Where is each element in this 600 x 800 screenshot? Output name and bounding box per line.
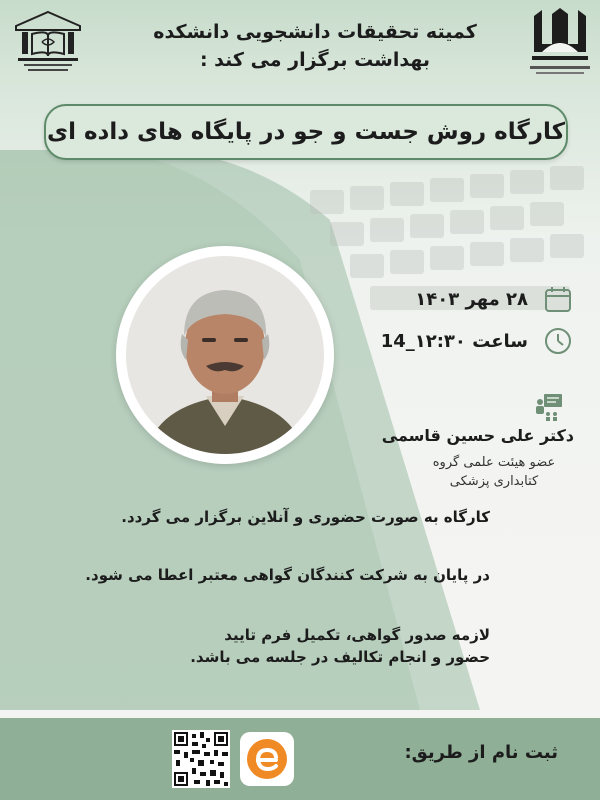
university-logo-left	[10, 6, 86, 76]
workshop-title: کارگاه روش جست و جو در پایگاه های داده ای	[46, 119, 566, 145]
qr-code[interactable]	[172, 730, 230, 788]
workshop-title-box	[44, 104, 568, 160]
presenter-icon	[534, 392, 564, 422]
note-attendance: کارگاه به صورت حضوری و آنلاین برگزار می گردد.	[121, 508, 490, 526]
calendar-icon	[542, 283, 574, 315]
app-logo[interactable]	[240, 732, 294, 786]
committee-heading	[135, 18, 495, 74]
lecturer-role-line-1: عضو هیئت علمی گروه	[432, 455, 556, 470]
lecturer-role-line-2: کتابداری پزشکی	[449, 474, 539, 489]
university-logo-right	[528, 4, 592, 80]
committee-line-1: کمیته تحقیقات دانشجویی دانشکده	[153, 21, 477, 43]
event-date: ۲۸ مهر ۱۴۰۳	[415, 288, 528, 310]
lecturer-photo	[126, 256, 324, 454]
time-row	[381, 325, 574, 357]
lecturer-role	[414, 453, 574, 491]
committee-line-2: بهداشت برگزار می کند :	[199, 49, 431, 71]
event-time: ساعت ۱۲:۳۰_14	[380, 330, 528, 352]
register-label: ثبت نام از طریق:	[404, 742, 558, 763]
date-row	[415, 283, 574, 315]
lecturer-name: دکتر علی حسین قاسمی	[381, 426, 574, 445]
note-certificate: در پایان به شرکت کنندگان گواهی معتبر اعطا می شود.	[85, 566, 490, 584]
lecturer-block	[374, 392, 574, 491]
clock-icon	[542, 325, 574, 357]
note-requirements: لازمه صدور گواهی، تکمیل فرم تایید حضور و انجام تکالیف در جلسه می باشد.	[190, 626, 490, 666]
